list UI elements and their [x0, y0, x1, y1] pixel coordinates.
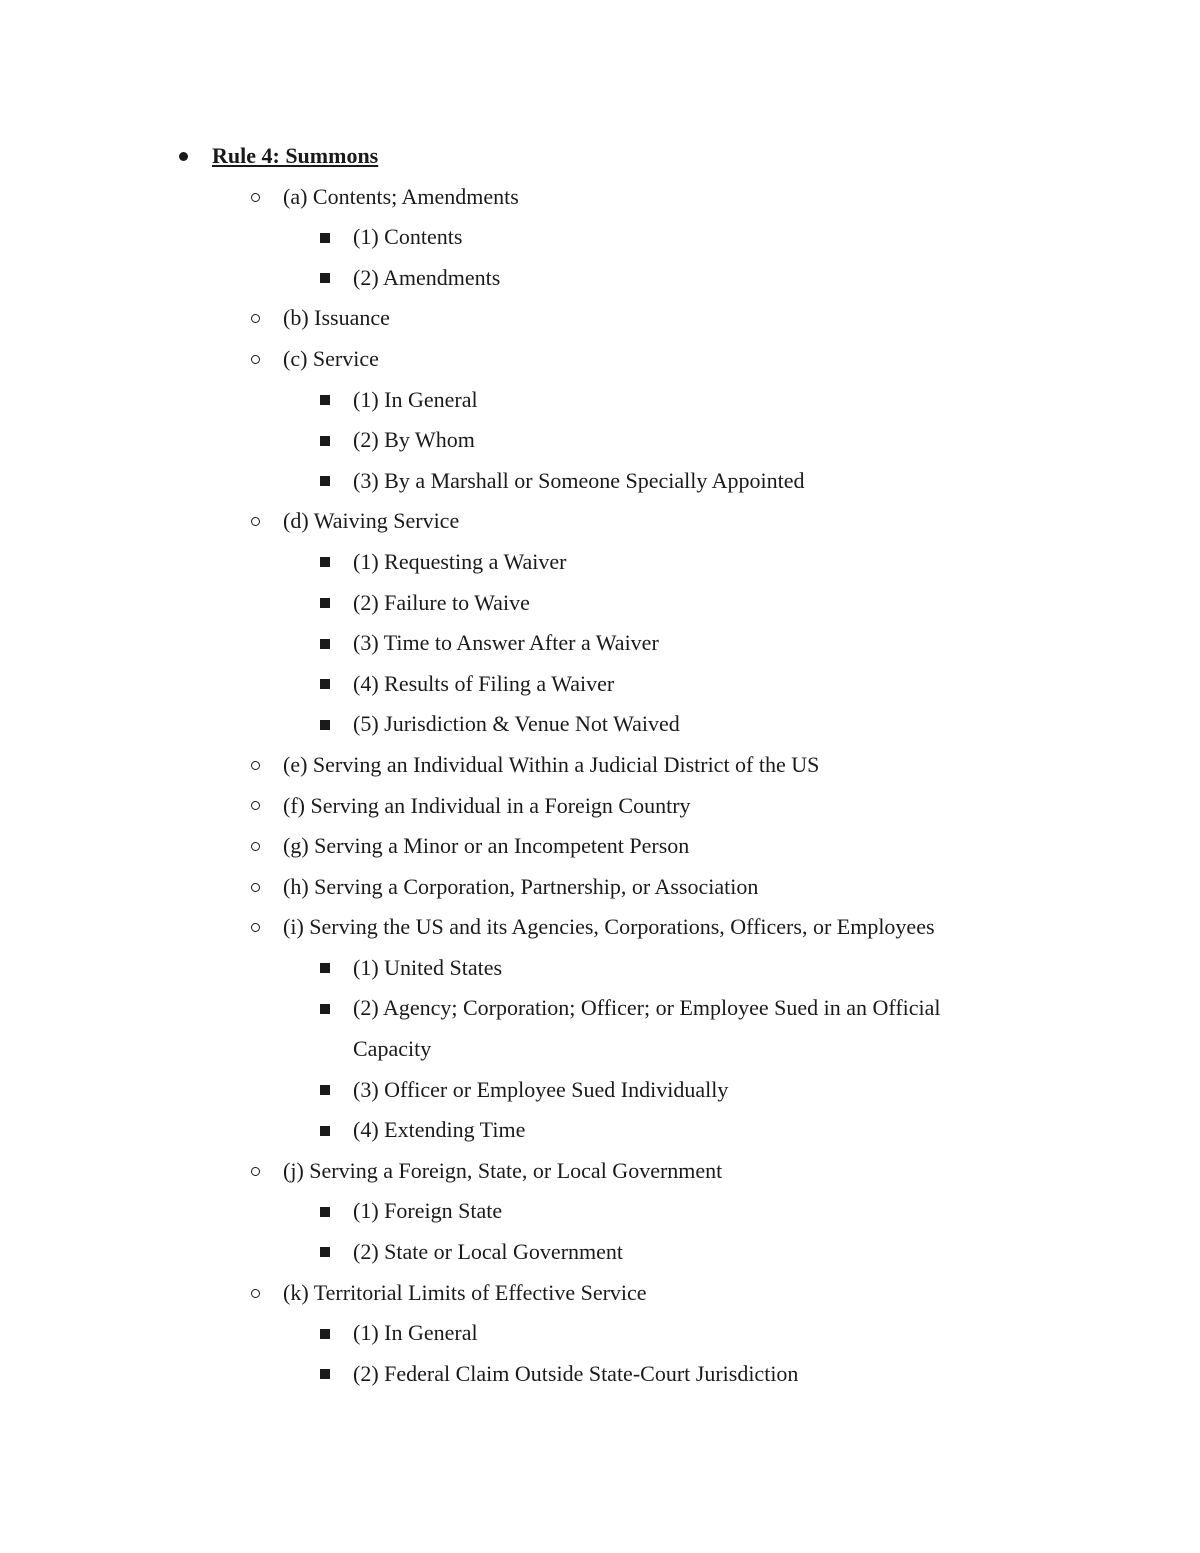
hollow-bullet-icon: [245, 867, 265, 908]
square-bullet-icon: [315, 1191, 335, 1232]
subsection-item: [0, 542, 1200, 583]
section-label: (e) Serving an Individual Within a Judicial District of the US: [283, 751, 820, 777]
subsection-label: (1) United States: [353, 954, 503, 980]
square-bullet-icon: [315, 623, 335, 664]
section-item: [0, 907, 1200, 948]
hollow-bullet-icon: [245, 786, 265, 827]
section-label: (b) Issuance: [283, 305, 390, 331]
subsection-item: [0, 1110, 1200, 1151]
square-bullet-icon: [315, 1354, 335, 1395]
subsection-item: [0, 380, 1200, 421]
subsection-label: (1) Contents: [353, 224, 463, 250]
subsection-label: (5) Jurisdiction & Venue Not Waived: [353, 711, 680, 737]
square-bullet-icon: [315, 583, 335, 624]
section-label: (a) Contents; Amendments: [283, 183, 519, 209]
square-bullet-icon: [315, 420, 335, 461]
subsection-label: (2) Federal Claim Outside State-Court Jurisdiction: [353, 1360, 799, 1386]
sections-list: [0, 177, 1200, 1395]
subsection-label: (1) Requesting a Waiver: [353, 548, 567, 574]
section-item: [0, 745, 1200, 786]
section-item: [0, 786, 1200, 827]
subsection-item: [0, 461, 1200, 502]
section-item: [0, 867, 1200, 908]
subsection-label: (1) Foreign State: [353, 1198, 503, 1224]
hollow-bullet-icon: [245, 1151, 265, 1192]
subsection-item: [0, 258, 1200, 299]
subsection-item: [0, 1070, 1200, 1111]
subsection-label: (2) Amendments: [353, 264, 501, 290]
subsection-item: [0, 1191, 1200, 1232]
subsection-label: (3) Time to Answer After a Waiver: [353, 630, 659, 656]
hollow-bullet-icon: [245, 1273, 265, 1314]
section-item: [0, 177, 1200, 218]
section-label: (c) Service: [283, 345, 379, 371]
section-label: (i) Serving the US and its Agencies, Corporations, Officers, or Employees: [283, 914, 935, 940]
hollow-bullet-icon: [245, 826, 265, 867]
subsection-item: [0, 217, 1200, 258]
square-bullet-icon: [315, 664, 335, 705]
section-label: (f) Serving an Individual in a Foreign Country: [283, 792, 691, 818]
outline-list: [0, 136, 1200, 1394]
subsection-label: (4) Extending Time: [353, 1117, 526, 1143]
section-label: (k) Territorial Limits of Effective Service: [283, 1279, 647, 1305]
subsection-item: [0, 1232, 1200, 1273]
subsection-item: [0, 583, 1200, 624]
subsection-label: (1) In General: [353, 1320, 478, 1346]
subsection-label: (2) Agency; Corporation; Officer; or Employee Sued in an Official Capacity: [353, 995, 941, 1062]
subsection-item: [0, 623, 1200, 664]
subsection-item: [0, 664, 1200, 705]
section-label: (d) Waiving Service: [283, 508, 460, 534]
section-item: [0, 1151, 1200, 1192]
section-label: (g) Serving a Minor or an Incompetent Person: [283, 833, 690, 859]
subsection-label: (4) Results of Filing a Waiver: [353, 670, 615, 696]
square-bullet-icon: [315, 217, 335, 258]
square-bullet-icon: [315, 988, 335, 1029]
section-item: [0, 298, 1200, 339]
hollow-bullet-icon: [245, 339, 265, 380]
subsection-item: [0, 1354, 1200, 1395]
subsection-label: (1) In General: [353, 386, 478, 412]
square-bullet-icon: [315, 461, 335, 502]
subsection-label: (2) By Whom: [353, 427, 475, 453]
section-label: (j) Serving a Foreign, State, or Local Government: [283, 1157, 723, 1183]
subsection-item: [0, 704, 1200, 745]
section-item: [0, 339, 1200, 380]
square-bullet-icon: [315, 948, 335, 989]
square-bullet-icon: [315, 1313, 335, 1354]
subsection-label: (2) Failure to Waive: [353, 589, 530, 615]
section-item: [0, 1273, 1200, 1314]
hollow-bullet-icon: [245, 298, 265, 339]
rule-heading-item: [0, 136, 1200, 177]
square-bullet-icon: [315, 542, 335, 583]
hollow-bullet-icon: [245, 177, 265, 218]
square-bullet-icon: [315, 258, 335, 299]
hollow-bullet-icon: [245, 907, 265, 948]
rule-title: Rule 4: Summons: [212, 143, 379, 168]
subsection-item: [0, 988, 1200, 1069]
filled-bullet-icon: [173, 136, 193, 177]
hollow-bullet-icon: [245, 745, 265, 786]
subsection-label: (3) By a Marshall or Someone Specially Appointed: [353, 467, 805, 493]
section-item: [0, 501, 1200, 542]
section-item: [0, 826, 1200, 867]
square-bullet-icon: [315, 1232, 335, 1273]
square-bullet-icon: [315, 380, 335, 421]
square-bullet-icon: [315, 1110, 335, 1151]
square-bullet-icon: [315, 704, 335, 745]
subsection-item: [0, 1313, 1200, 1354]
square-bullet-icon: [315, 1070, 335, 1111]
subsection-label: (2) State or Local Government: [353, 1239, 624, 1265]
hollow-bullet-icon: [245, 501, 265, 542]
subsection-label: (3) Officer or Employee Sued Individually: [353, 1076, 729, 1102]
subsection-item: [0, 948, 1200, 989]
subsection-item: [0, 420, 1200, 461]
section-label: (h) Serving a Corporation, Partnership, or Association: [283, 873, 759, 899]
